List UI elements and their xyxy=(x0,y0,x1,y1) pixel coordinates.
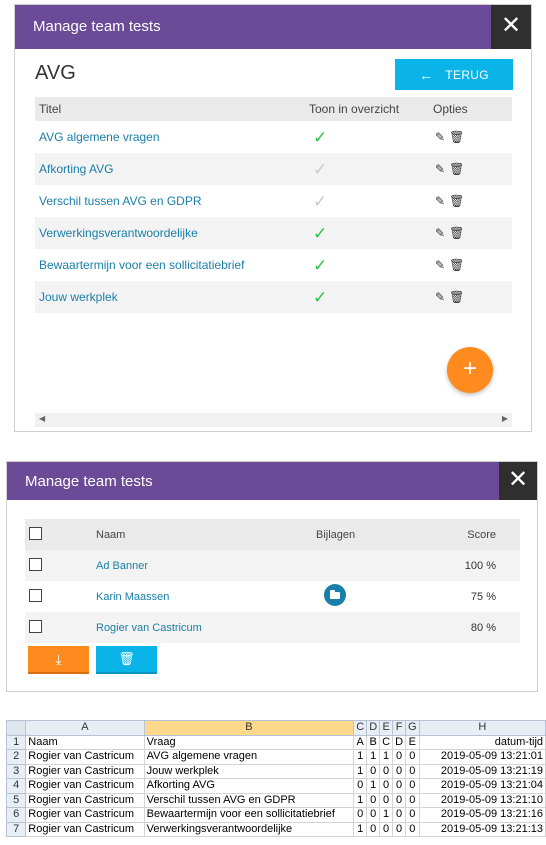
sheet-cell[interactable]: 0 xyxy=(406,750,420,765)
sheet-cell[interactable]: 2019-05-09 13:21:10 xyxy=(419,793,545,808)
checkmark-icon[interactable]: ✓ xyxy=(313,287,328,307)
sheet-cell[interactable]: 0 xyxy=(393,808,406,823)
edit-icon[interactable]: ✎ xyxy=(435,130,446,144)
trash-icon[interactable]: 🗑 xyxy=(449,130,465,144)
sheet-cell[interactable]: 0 xyxy=(406,808,420,823)
delete-button[interactable] xyxy=(96,646,157,674)
close-icon[interactable]: ✕ xyxy=(499,462,537,500)
sheet-cell[interactable]: Rogier van Castricum xyxy=(26,779,144,794)
score-value: 75 % xyxy=(470,590,496,603)
scroll-left-icon[interactable]: ◀ xyxy=(39,414,46,423)
row-checkbox[interactable] xyxy=(29,620,42,633)
close-icon[interactable]: ✕ xyxy=(491,5,531,49)
row-header[interactable]: 1 xyxy=(7,735,26,750)
sheet-cell[interactable]: Vraag xyxy=(144,735,354,750)
sheet-cell[interactable]: 0 xyxy=(380,779,393,794)
sheet-cell[interactable]: 1 xyxy=(354,793,367,808)
column-header-options: Opties xyxy=(433,102,468,116)
sheet-cell[interactable]: datum-tijd xyxy=(419,735,545,750)
scroll-right-icon[interactable]: ▶ xyxy=(501,414,508,423)
sheet-cell[interactable]: 1 xyxy=(367,750,380,765)
sheet-cell[interactable]: 0 xyxy=(367,793,380,808)
sheet-cell[interactable]: Rogier van Castricum xyxy=(26,793,144,808)
arrow-left-icon: ← xyxy=(419,66,434,83)
row-header[interactable]: 2 xyxy=(7,750,26,765)
sheet-cell[interactable]: 1 xyxy=(354,750,367,765)
results-table xyxy=(25,519,520,643)
sheet-cell[interactable]: 1 xyxy=(367,779,380,794)
dialog-title: Manage team tests xyxy=(25,473,153,490)
member-name-link[interactable]: Ad Banner xyxy=(96,559,148,572)
manage-team-tests-dialog xyxy=(14,4,532,432)
test-title-link[interactable]: Afkorting AVG xyxy=(39,162,114,176)
dialog-header xyxy=(7,462,537,500)
table-row xyxy=(35,185,512,217)
trash-icon[interactable]: 🗑 xyxy=(449,290,465,304)
table-row xyxy=(35,281,512,313)
sheet-cell[interactable]: AVG algemene vragen xyxy=(144,750,354,765)
table-row xyxy=(35,121,512,153)
tests-table xyxy=(35,97,512,313)
horizontal-scrollbar[interactable] xyxy=(35,413,512,427)
column-header[interactable]: D xyxy=(367,721,380,736)
sheet-cell[interactable]: Rogier van Castricum xyxy=(26,764,144,779)
dialog-header xyxy=(15,5,531,49)
manage-team-results-dialog xyxy=(6,461,538,692)
dialog-title: Manage team tests xyxy=(33,18,161,35)
table-header xyxy=(35,97,512,121)
sheet-cell[interactable]: 0 xyxy=(380,793,393,808)
sheet-cell[interactable]: 2019-05-09 13:21:16 xyxy=(419,808,545,823)
checkmark-icon[interactable]: ✓ xyxy=(313,255,328,275)
sheet-row xyxy=(7,735,546,750)
column-header-attachments: Bijlagen xyxy=(316,528,356,541)
sheet-cell[interactable]: 0 xyxy=(380,764,393,779)
sheet-cell[interactable]: 0 xyxy=(367,764,380,779)
checkmark-icon[interactable]: ✓ xyxy=(313,223,328,243)
sheet-cell[interactable]: 0 xyxy=(393,750,406,765)
column-header[interactable]: A xyxy=(26,721,144,736)
sheet-cell[interactable]: 0 xyxy=(406,793,420,808)
checkmark-icon[interactable]: ✓ xyxy=(313,191,328,211)
sheet-cell[interactable]: 1 xyxy=(380,808,393,823)
row-checkbox[interactable] xyxy=(29,589,42,602)
column-header[interactable]: B xyxy=(144,721,354,736)
trash-icon[interactable]: 🗑 xyxy=(449,194,465,208)
trash-icon: 🗑 xyxy=(118,651,135,666)
sheet-cell[interactable]: 1 xyxy=(380,750,393,765)
section-title: AVG xyxy=(35,62,76,84)
sheet-cell[interactable]: 1 xyxy=(354,764,367,779)
member-name-link[interactable]: Karin Maassen xyxy=(96,590,170,603)
row-header[interactable]: 3 xyxy=(7,764,26,779)
trash-icon[interactable]: 🗑 xyxy=(449,226,465,240)
column-header-show: Toon in overzicht xyxy=(309,102,400,116)
score-value: 80 % xyxy=(470,621,496,634)
sheet-cell[interactable]: C xyxy=(380,735,393,750)
sheet-cell[interactable]: E xyxy=(406,735,420,750)
trash-icon[interactable]: 🗑 xyxy=(449,162,465,176)
select-all-corner[interactable] xyxy=(7,721,26,736)
sheet-cell[interactable]: D xyxy=(393,735,406,750)
folder-icon[interactable] xyxy=(324,584,346,606)
edit-icon[interactable]: ✎ xyxy=(435,258,446,272)
checkmark-icon[interactable]: ✓ xyxy=(313,127,328,147)
row-header[interactable]: 4 xyxy=(7,779,26,794)
score-value: 100 % xyxy=(464,559,496,572)
table-row xyxy=(25,550,520,581)
select-all-checkbox[interactable] xyxy=(29,527,42,540)
sheet-row xyxy=(7,764,546,779)
table-row xyxy=(25,581,520,612)
download-button[interactable] xyxy=(28,646,89,674)
row-header[interactable]: 7 xyxy=(7,822,26,837)
sheet-row xyxy=(7,750,546,765)
sheet-cell[interactable]: 0 xyxy=(354,779,367,794)
sheet-cell[interactable]: 2019-05-09 13:21:01 xyxy=(419,750,545,765)
sheet-cell[interactable]: 0 xyxy=(367,822,380,837)
table-row xyxy=(35,153,512,185)
column-header-score: Score xyxy=(467,528,496,541)
table-row xyxy=(35,217,512,249)
add-test-button[interactable]: + xyxy=(447,347,493,393)
sheet-cell[interactable]: 0 xyxy=(393,822,406,837)
sheet-cell[interactable]: Verwerkingsverantwoordelijke xyxy=(144,822,354,837)
column-header[interactable]: E xyxy=(380,721,393,736)
edit-icon[interactable]: ✎ xyxy=(435,194,446,208)
sheet-cell[interactable]: 0 xyxy=(380,822,393,837)
column-header[interactable]: C xyxy=(354,721,367,736)
sheet-cell[interactable]: Bewaartermijn voor een sollicitatiebrief xyxy=(144,808,354,823)
sheet-cell[interactable]: 0 xyxy=(406,822,420,837)
spreadsheet xyxy=(6,720,546,837)
test-title-link[interactable]: Verschil tussen AVG en GDPR xyxy=(39,194,202,208)
sheet-cell[interactable]: 2019-05-09 13:21:04 xyxy=(419,779,545,794)
sheet-cell[interactable]: Verschil tussen AVG en GDPR xyxy=(144,793,354,808)
table-row xyxy=(35,249,512,281)
back-button-label: TERUG xyxy=(445,67,489,82)
sheet-cell[interactable]: Rogier van Castricum xyxy=(26,808,144,823)
row-header[interactable]: 6 xyxy=(7,808,26,823)
test-title-link[interactable]: Bewaartermijn voor een sollicitatiebrief xyxy=(39,258,245,272)
edit-icon[interactable]: ✎ xyxy=(435,226,446,240)
sheet-cell[interactable]: 0 xyxy=(393,793,406,808)
sheet-row xyxy=(7,808,546,823)
sheet-cell[interactable]: Rogier van Castricum xyxy=(26,822,144,837)
table-header xyxy=(25,519,520,550)
sheet-cell[interactable]: Afkorting AVG xyxy=(144,779,354,794)
test-title-link[interactable]: Jouw werkplek xyxy=(39,290,118,304)
sheet-cell[interactable]: 0 xyxy=(393,779,406,794)
sheet-cell[interactable]: 0 xyxy=(406,764,420,779)
sheet-cell[interactable]: A xyxy=(354,735,367,750)
member-name-link[interactable]: Rogier van Castricum xyxy=(96,621,202,634)
table-row xyxy=(25,612,520,643)
sheet-cell[interactable]: 0 xyxy=(393,764,406,779)
checkmark-icon[interactable]: ✓ xyxy=(313,159,328,179)
edit-icon[interactable]: ✎ xyxy=(435,290,446,304)
row-header[interactable]: 5 xyxy=(7,793,26,808)
sheet-cell[interactable]: B xyxy=(367,735,380,750)
test-title-link[interactable]: AVG algemene vragen xyxy=(39,130,160,144)
trash-icon[interactable]: 🗑 xyxy=(449,258,465,272)
row-checkbox[interactable] xyxy=(29,558,42,571)
sheet-cell[interactable]: 0 xyxy=(367,808,380,823)
column-header-title: Titel xyxy=(39,102,62,116)
column-header[interactable]: F xyxy=(393,721,406,736)
sheet-row xyxy=(7,779,546,794)
column-header[interactable]: H xyxy=(419,721,545,736)
sheet-cell[interactable]: Rogier van Castricum xyxy=(26,750,144,765)
column-headers-row xyxy=(7,721,546,736)
sheet-cell[interactable]: Naam xyxy=(26,735,144,750)
sheet-cell[interactable]: 2019-05-09 13:21:13 xyxy=(419,822,545,837)
back-button[interactable] xyxy=(395,59,513,90)
sheet-cell[interactable]: 1 xyxy=(354,822,367,837)
sheet-row xyxy=(7,793,546,808)
sheet-cell[interactable]: 0 xyxy=(406,779,420,794)
sheet-cell[interactable]: 0 xyxy=(354,808,367,823)
sheet-cell[interactable]: Jouw werkplek xyxy=(144,764,354,779)
sheet-cell[interactable]: 2019-05-09 13:21:19 xyxy=(419,764,545,779)
column-header-name: Naam xyxy=(96,528,126,541)
column-header[interactable]: G xyxy=(406,721,420,736)
edit-icon[interactable]: ✎ xyxy=(435,162,446,176)
sheet-row xyxy=(7,822,546,837)
test-title-link[interactable]: Verwerkingsverantwoordelijke xyxy=(39,226,198,240)
download-icon: ⤓ xyxy=(55,651,62,667)
